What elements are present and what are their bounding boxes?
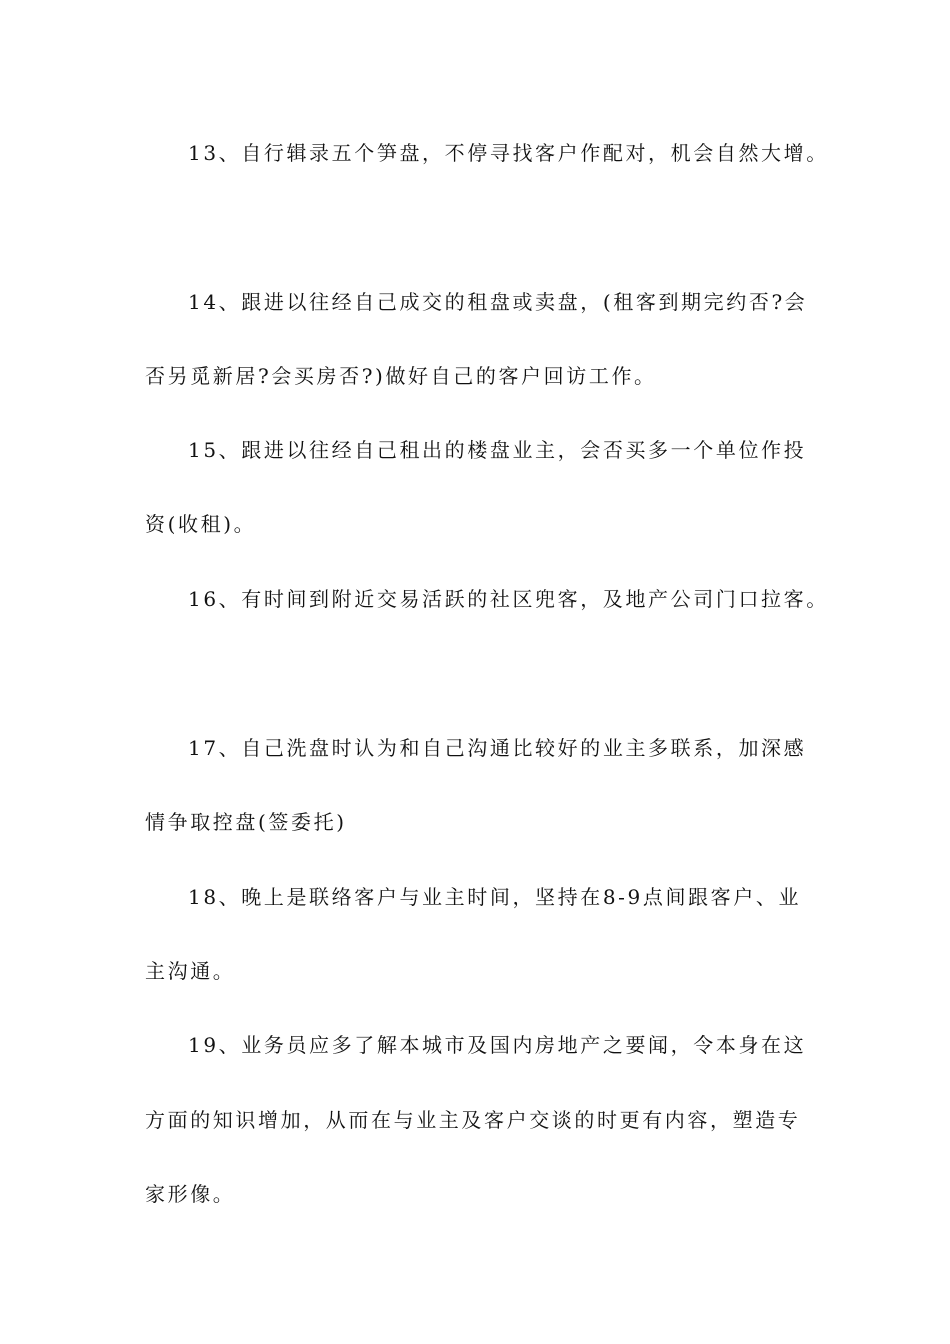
item-15-line-1: 15、跟进以往经自己租出的楼盘业主，会否买多一个单位作投 bbox=[188, 438, 807, 462]
item-17-line-2: 情争取控盘(签委托) bbox=[145, 810, 347, 834]
item-13-line-1: 13、自行辑录五个笋盘，不停寻找客户作配对，机会自然大增。 bbox=[188, 141, 829, 165]
item-14-line-2: 否另觅新居?会买房否?)做好自己的客户回访工作。 bbox=[145, 364, 657, 388]
item-19-line-2: 方面的知识增加，从而在与业主及客户交谈的时更有内容，塑造专 bbox=[145, 1108, 801, 1132]
item-19-line-3: 家形像。 bbox=[145, 1182, 236, 1206]
item-15-line-2: 资(收租)。 bbox=[145, 512, 257, 536]
item-18-line-2: 主沟通。 bbox=[145, 959, 236, 983]
item-14-line-1: 14、跟进以往经自己成交的租盘或卖盘，(租客到期完约否?会 bbox=[188, 290, 808, 314]
item-16-line-1: 16、有时间到附近交易活跃的社区兜客，及地产公司门口拉客。 bbox=[188, 587, 829, 611]
item-18-line-1: 18、晚上是联络客户与业主时间，坚持在8-9点间跟客户、业 bbox=[188, 885, 802, 909]
item-17-line-1: 17、自己洗盘时认为和自己沟通比较好的业主多联系，加深感 bbox=[188, 736, 807, 760]
item-19-line-1: 19、业务员应多了解本城市及国内房地产之要闻，令本身在这 bbox=[188, 1033, 807, 1057]
